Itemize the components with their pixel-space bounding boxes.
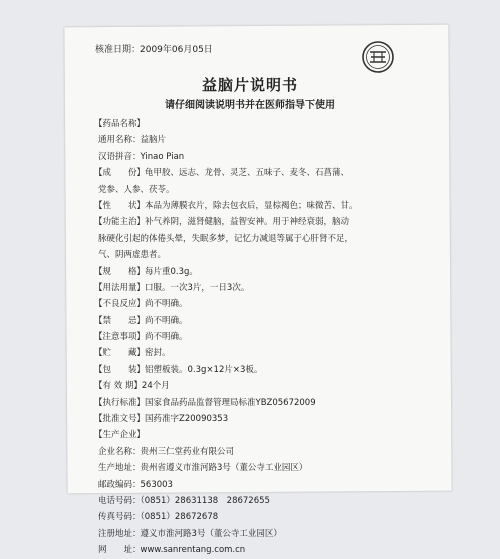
instruction-line bbox=[92, 411, 444, 427]
instruction-line bbox=[92, 345, 444, 361]
instruction-line bbox=[92, 280, 444, 296]
instruction-line bbox=[92, 378, 444, 394]
instruction-line bbox=[92, 444, 444, 460]
line-value: 24个月 bbox=[141, 381, 170, 392]
line-value: （0851）28672678 bbox=[140, 512, 219, 523]
line-value: 遵义市淮河路3号（董公寺工业园区） bbox=[140, 528, 282, 539]
document-title: 益脑片说明书 bbox=[201, 76, 298, 94]
line-value: 脉硬化引起的体倦头晕，失眠多梦，记忆力减退等属于心肝肾不足， bbox=[98, 233, 354, 244]
line-value: 贵州三仁堂药业有限公司 bbox=[140, 446, 235, 457]
instruction-lines bbox=[92, 116, 444, 559]
company-logo-icon bbox=[361, 40, 395, 74]
instruction-line bbox=[92, 362, 444, 378]
instruction-line bbox=[92, 214, 444, 230]
line-label: 【功能主治】 bbox=[94, 217, 146, 228]
instruction-line bbox=[92, 542, 444, 558]
instruction-line bbox=[92, 296, 444, 312]
line-value: 党参、人参、茯苓。 bbox=[98, 184, 175, 195]
line-label: 汉语拼音： bbox=[98, 151, 141, 162]
line-label: 【禁 忌】 bbox=[94, 315, 146, 326]
line-value: www.sanrentang.com.cn bbox=[140, 545, 246, 556]
line-label: 【贮 藏】 bbox=[94, 348, 146, 359]
line-value: 补气养阴，滋肾健脑，益智安神。用于神经衰弱，脑动 bbox=[145, 217, 350, 228]
line-label: 【成 份】 bbox=[94, 168, 146, 179]
line-value: 国药准字Z20090353 bbox=[145, 414, 229, 425]
line-label: 【生产企业】 bbox=[94, 430, 146, 441]
approval-date: 核准日期：2009年06月05日 bbox=[95, 45, 213, 55]
line-label: 网 址： bbox=[98, 545, 141, 556]
instruction-line bbox=[92, 149, 444, 165]
line-label: 【包 装】 bbox=[94, 364, 146, 375]
instruction-line bbox=[92, 247, 444, 263]
instruction-line bbox=[92, 165, 444, 181]
line-label: 【不良反应】 bbox=[94, 299, 146, 310]
line-value: 益脑片 bbox=[140, 135, 167, 146]
instruction-line bbox=[92, 116, 444, 132]
line-value: 本品为薄膜衣片，除去包衣后，显棕褐色；味微苦、甘。 bbox=[145, 200, 358, 211]
instruction-line bbox=[92, 198, 444, 214]
instruction-line bbox=[92, 427, 444, 443]
line-value: 贵州省遵义市淮河路3号（董公寺工业园区） bbox=[140, 463, 308, 474]
line-value: 口服。一次3片，一日3次。 bbox=[145, 282, 250, 293]
line-value: 尚不明确。 bbox=[145, 299, 188, 310]
instruction-line bbox=[92, 264, 444, 280]
line-label: 【性 状】 bbox=[94, 200, 146, 211]
line-label: 【批准文号】 bbox=[94, 414, 146, 425]
line-label: 【规 格】 bbox=[94, 266, 146, 277]
line-value: 563003 bbox=[140, 479, 173, 490]
instruction-line bbox=[92, 526, 444, 542]
line-label: 注册地址： bbox=[98, 528, 141, 539]
document-subtitle: 请仔细阅读说明书并在医师指导下使用 bbox=[165, 100, 335, 111]
instruction-line bbox=[92, 132, 444, 148]
instruction-line bbox=[92, 182, 444, 198]
line-label: 邮政编码： bbox=[98, 479, 141, 490]
line-label: 【有 效 期】 bbox=[94, 381, 142, 392]
line-value: 密封。 bbox=[145, 348, 171, 359]
line-value: 龟甲胶、远志、龙骨、灵芝、五味子、麦冬、石菖蒲、 bbox=[145, 168, 350, 179]
instruction-line bbox=[92, 493, 444, 509]
instruction-line bbox=[92, 477, 444, 493]
line-value: （0851）28631138 28672655 bbox=[140, 495, 270, 506]
line-value: 国家食品药品监督管理局标准YBZ05672009 bbox=[145, 397, 316, 408]
line-value: Yinao Pian bbox=[140, 151, 185, 162]
instruction-line bbox=[92, 329, 444, 345]
instruction-line bbox=[92, 313, 444, 329]
line-value: 气、阴两虚患者。 bbox=[98, 250, 167, 261]
line-label: 【用法用量】 bbox=[94, 282, 146, 293]
line-label: 企业名称： bbox=[98, 446, 141, 457]
line-label: 【注意事项】 bbox=[94, 332, 146, 343]
instruction-line bbox=[92, 395, 444, 411]
instruction-line bbox=[92, 231, 444, 247]
line-value: 每片重0.3g。 bbox=[145, 266, 198, 277]
instruction-line bbox=[92, 460, 444, 476]
line-value: 铝塑板装。0.3g×12片×3板。 bbox=[145, 364, 263, 375]
line-value: 尚不明确。 bbox=[145, 315, 188, 326]
instruction-line bbox=[92, 509, 444, 525]
line-label: 通用名称： bbox=[98, 135, 141, 146]
line-label: 生产地址： bbox=[98, 463, 141, 474]
line-label: 传真号码： bbox=[98, 512, 141, 523]
line-value: 尚不明确。 bbox=[145, 332, 188, 343]
line-label: 电话号码： bbox=[98, 495, 141, 506]
line-label: 【执行标准】 bbox=[94, 397, 146, 408]
line-label: 【药品名称】 bbox=[94, 119, 146, 129]
